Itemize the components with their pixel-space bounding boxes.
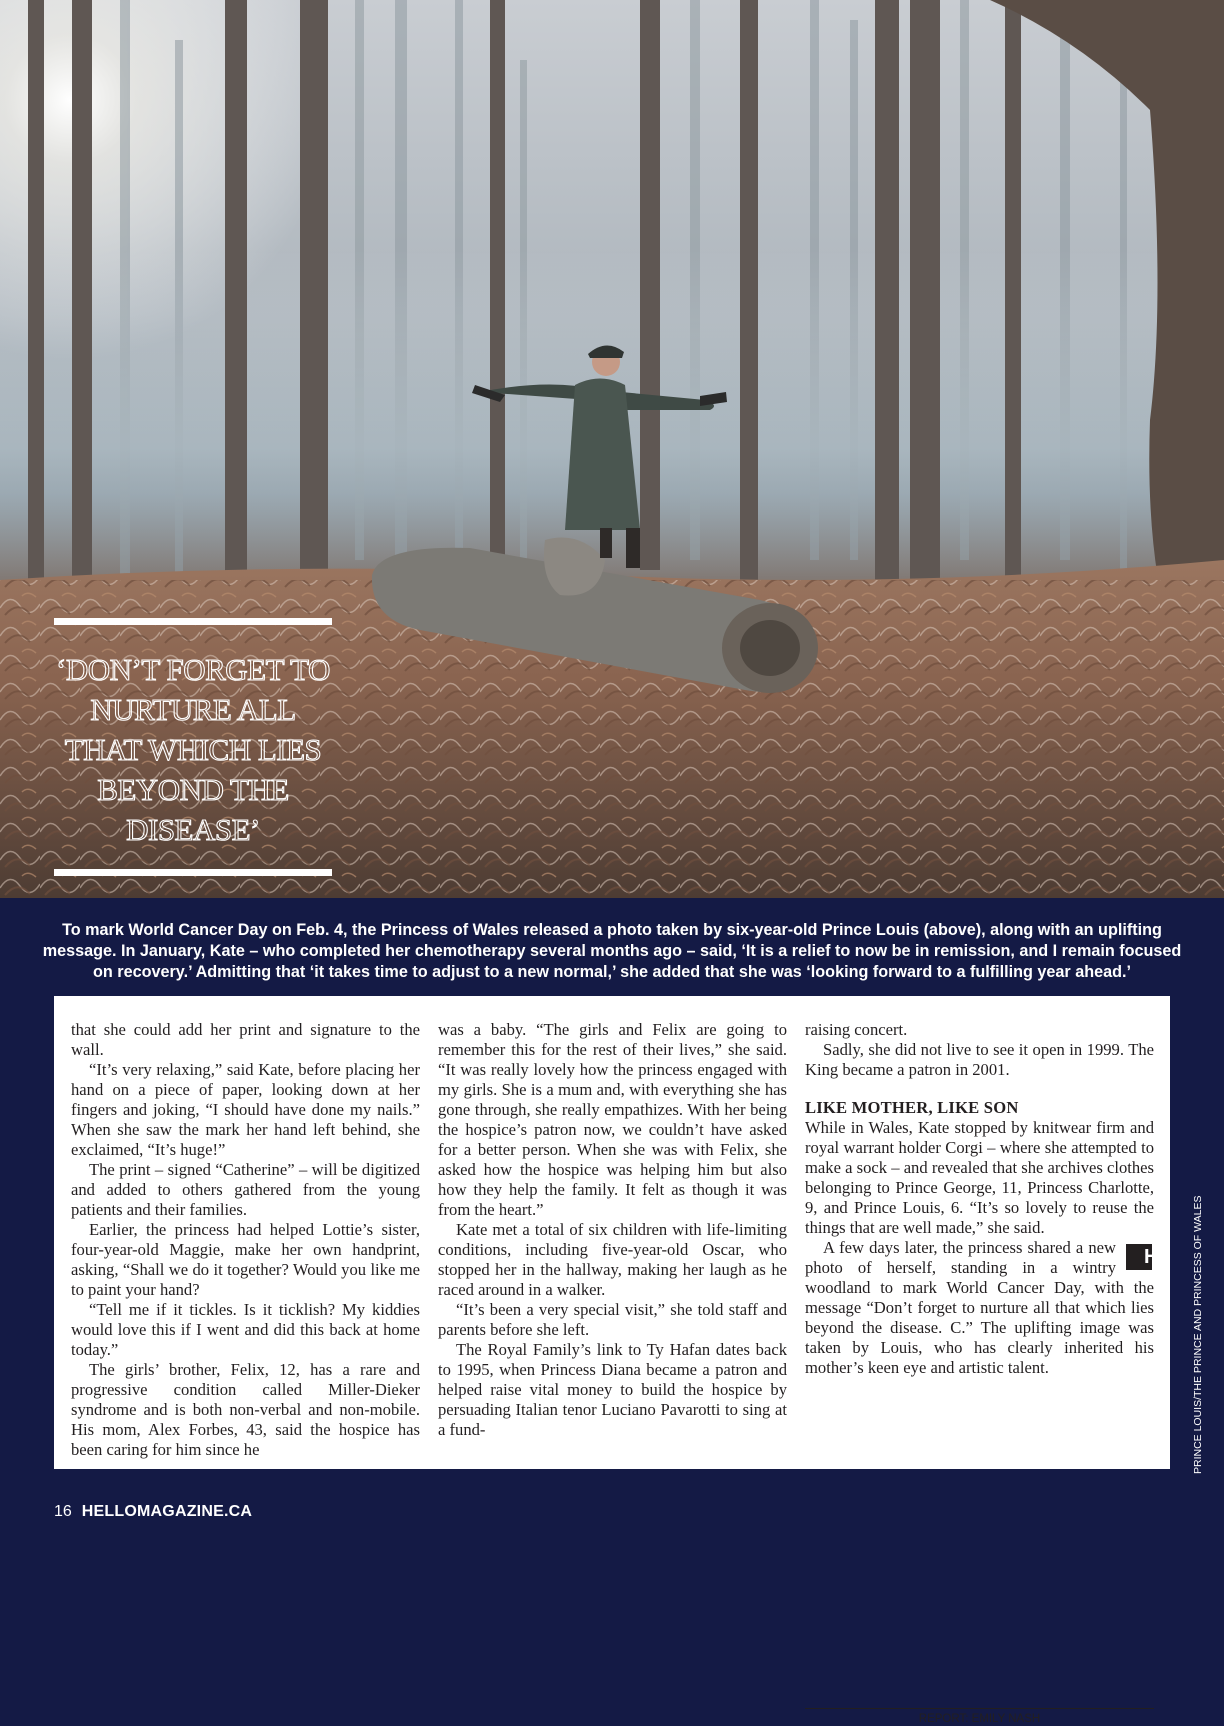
paragraph: Earlier, the princess had helped Lottie’s sister, four-year-old Maggie, make her own handprint, asking, “Shall we do it together? Would you like me to paint your hand?: [71, 1220, 420, 1299]
paragraph: Kate met a total of six children with life-limiting conditions, including five-year-old Oscar, who stopped her in the hallway, making her laugh as he raced around in a walker.: [438, 1220, 787, 1299]
paragraph: “It’s been a very special visit,” she told staff and parents before she left.: [438, 1300, 787, 1339]
photo-credit: PRINCE LOUIS/THE PRINCE AND PRINCESS OF WALES: [1192, 1195, 1204, 1474]
article-column-1: [71, 1020, 420, 1460]
folio: [54, 1502, 252, 1522]
paragraph: The print – signed “Catherine” – will be digitized and added to others gathered from the young patients and their families.: [71, 1160, 420, 1219]
article-column-2: [438, 1020, 787, 1440]
paragraph: “Tell me if it tickles. Is it ticklish? My kiddies would love this if I went and did this back at home today.”: [71, 1300, 420, 1359]
paragraph: While in Wales, Kate stopped by knitwear firm and royal warrant holder Corgi – where she attempted to make a sock – and revealed that she archives clothes belonging to Prince George, 11, Princess Charlotte, 9, and Prince Louis, 6. “It’s so lovely to reuse the things that are well made,” she said.: [805, 1118, 1154, 1237]
article-column-3: [805, 1020, 1159, 1378]
paragraph: The Royal Family’s link to Ty Hafan dates back to 1995, when Princess Diana became a patron and helped raise vital money to build the hospice by persuading Italian tenor Luciano Pavarotti to sing at a fund-: [438, 1340, 787, 1439]
report-credit: REPORT: EMILY NASH: [805, 1708, 1154, 1726]
paragraph-text: A few days later, the princess shared a new photo of herself, standing in a wintry woodland to mark World Cancer Day, with the message “Don’t forget to nurture all that which lies beyond the disease. C.” The uplifting image was taken by Louis, who has clearly inherited his mother’s keen eye and artistic talent.: [805, 1238, 1154, 1377]
pull-quote: ‘DON’T FORGET TO NURTURE ALL THAT WHICH LIES BEYOND THE DISEASE’: [56, 652, 330, 847]
page-number: 16: [54, 1503, 72, 1520]
photo-caption: To mark World Cancer Day on Feb. 4, the Princess of Wales released a photo taken by six-year-old Prince Louis (above), along with an uplifting message. In January, Kate – who completed her chemotherapy several months ago – said, ‘It is a relief to now be in remission, and I remain focused on recovery.’ Admitting that ‘it takes time to adjust to a new normal,’ she added that she was ‘looking forward to a fulfilling year ahead.’: [42, 921, 1182, 981]
site-name: HELLOMAGAZINE.CA: [81, 1503, 253, 1520]
paragraph: The girls’ brother, Felix, 12, has a rare and progressive condition called Miller-Dieker syndrome and is both non-verbal and non-mobile. His mom, Alex Forbes, 43, said the hospice has been caring for him since he: [71, 1360, 420, 1459]
end-mark-logo-icon: H: [1126, 1244, 1152, 1270]
pull-quote-rule-bottom: [54, 869, 332, 876]
paragraph: that she could add her print and signature to the wall.: [71, 1020, 420, 1059]
paragraph: raising concert.: [805, 1020, 908, 1039]
paragraph: [805, 1238, 1159, 1378]
paragraph: was a baby. “The girls and Felix are going to remember this for the rest of their lives,” she said. “It was really lovely how the princess engaged with my girls. She is a mum and, with everything she has gone through, she really empathizes. With her being the hospice’s patron now, we couldn’t have asked for a better person. When she was with Felix, she asked how the hospice was helping him but also how they help the family. It felt as though it was from the heart.”: [438, 1020, 787, 1219]
paragraph: Sadly, she did not live to see it open in 1999. The King became a patron in 2001.: [805, 1040, 1154, 1079]
subhead: LIKE MOTHER, LIKE SON: [805, 1098, 1019, 1117]
paragraph: “It’s very relaxing,” said Kate, before placing her hand on a piece of paper, looking down at her fingers and joking, “I should have done my nails.” When she saw the mark her hand left behind, she exclaimed, “It’s huge!”: [71, 1060, 420, 1159]
pull-quote-rule-top: [54, 618, 332, 625]
